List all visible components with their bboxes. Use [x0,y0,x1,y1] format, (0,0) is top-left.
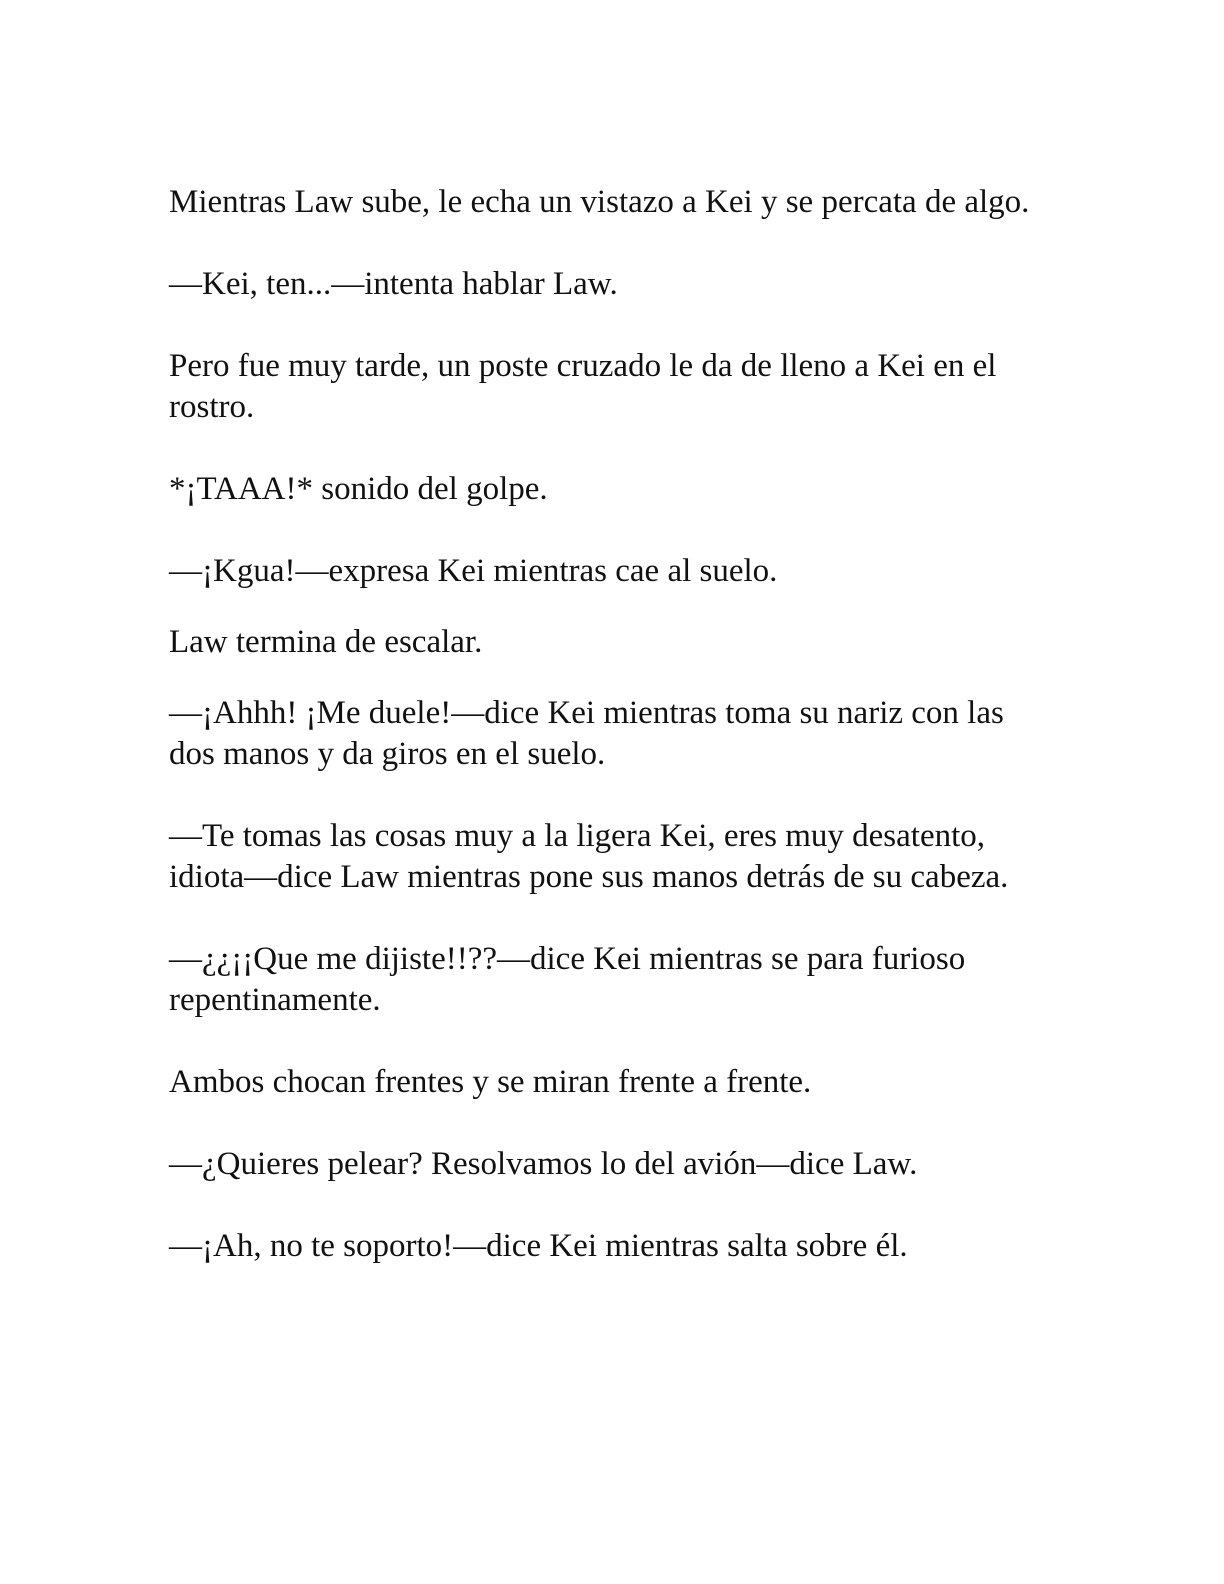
text-column [169,182,1049,1267]
paragraph: Pero fue muy tarde, un poste cruzado le da de lleno a Kei en el rostro. [169,348,997,425]
paragraph: Mientras Law sube, le echa un vistazo a Kei y se percata de algo. [169,184,1030,220]
paragraph: Law termina de escalar. [169,624,483,660]
paragraph: —¡Ah, no te soporto!—dice Kei mientras salta sobre él. [169,1228,908,1264]
paragraph: Ambos chocan frentes y se miran frente a frente. [169,1064,812,1100]
paragraph: —¿¿¡¡Que me dijiste!!??—dice Kei mientras se para furioso repentinamente. [169,941,966,1018]
paragraph: —¡Ahhh! ¡Me duele!—dice Kei mientras toma su nariz con las dos manos y da giros en el suelo. [169,695,1004,772]
paragraph: —Kei, ten...—intenta hablar Law. [169,266,618,302]
paragraph: —¡Kgua!—expresa Kei mientras cae al suelo. [169,553,778,589]
paragraph: —¿Quieres pelear? Resolvamos lo del avión—dice Law. [169,1146,918,1182]
paragraph: *¡TAAA!* sonido del golpe. [169,471,548,507]
paragraph: —Te tomas las cosas muy a la ligera Kei, eres muy desatento, idiota—dice Law mientras pone sus manos detrás de su cabeza. [169,818,1009,895]
